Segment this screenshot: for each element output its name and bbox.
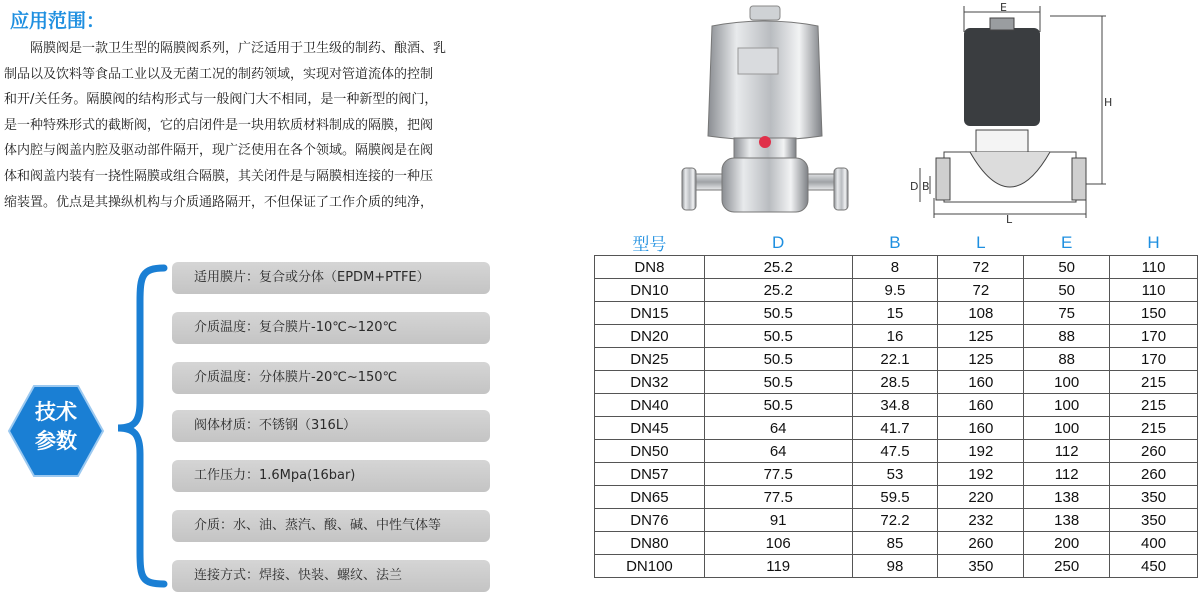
table-row <box>595 371 1198 394</box>
table-row <box>595 463 1198 486</box>
table-row <box>595 509 1198 532</box>
cell-b: 16 <box>852 325 938 348</box>
cell-model: DN8 <box>595 256 705 279</box>
cell-model: DN15 <box>595 302 705 325</box>
cell-b: 98 <box>852 555 938 578</box>
dim-label-d: D <box>910 180 919 193</box>
col-header-model: 型号 <box>595 230 705 256</box>
col-header-b: B <box>852 230 938 256</box>
scope-line: 体内腔与阀盖内腔及驱动部件隔开，现广泛使用在各个领域。隔膜阀是在阀 <box>4 143 434 159</box>
cell-model: DN20 <box>595 325 705 348</box>
param-membrane: 适用膜片：复合或分体（EPDM+PTFE） <box>172 262 490 294</box>
scope-line: 制品以及饮料等食品工业以及无菌工况的制药领域，实现对管道流体的控制 <box>4 66 434 82</box>
cell-model: DN57 <box>595 463 705 486</box>
valve-photo <box>672 2 858 224</box>
cell-e: 75 <box>1024 302 1110 325</box>
cell-h: 400 <box>1110 532 1198 555</box>
cell-d: 50.5 <box>704 348 852 371</box>
spec-table <box>594 230 1198 578</box>
cell-model: DN76 <box>595 509 705 532</box>
cell-d: 25.2 <box>704 279 852 302</box>
cell-b: 53 <box>852 463 938 486</box>
dim-label-h: H <box>1104 96 1113 109</box>
table-row <box>595 325 1198 348</box>
cell-e: 100 <box>1024 371 1110 394</box>
param-temp-composite: 介质温度：复合膜片-10℃~120℃ <box>172 312 490 344</box>
col-header-l: L <box>938 230 1024 256</box>
cell-model: DN100 <box>595 555 705 578</box>
param-body-material: 阀体材质：不锈钢（316L） <box>172 410 490 442</box>
cell-d: 50.5 <box>704 302 852 325</box>
table-row <box>595 440 1198 463</box>
cell-b: 47.5 <box>852 440 938 463</box>
cell-d: 77.5 <box>704 486 852 509</box>
cell-b: 85 <box>852 532 938 555</box>
cell-l: 192 <box>938 463 1024 486</box>
cell-model: DN32 <box>595 371 705 394</box>
cell-l: 232 <box>938 509 1024 532</box>
param-pressure: 工作压力：1.6Mpa(16bar) <box>172 460 490 492</box>
param-medium: 介质：水、油、蒸汽、酸、碱、中性气体等 <box>172 510 490 542</box>
cell-model: DN80 <box>595 532 705 555</box>
cell-b: 59.5 <box>852 486 938 509</box>
scope-line: 体和阀盖内装有一挠性隔膜或组合隔膜，其关闭件是与隔膜相连接的一种压 <box>4 168 434 184</box>
cell-h: 350 <box>1110 509 1198 532</box>
cell-d: 50.5 <box>704 394 852 417</box>
cell-l: 260 <box>938 532 1024 555</box>
brace-bracket <box>112 262 172 590</box>
cell-d: 91 <box>704 509 852 532</box>
cell-e: 250 <box>1024 555 1110 578</box>
cell-h: 260 <box>1110 463 1198 486</box>
scope-line: 缩装置。优点是其操纵机构与介质通路隔开，不但保证了工作介质的纯净， <box>4 194 434 210</box>
cell-l: 72 <box>938 256 1024 279</box>
col-header-e: E <box>1024 230 1110 256</box>
cell-e: 100 <box>1024 417 1110 440</box>
cell-b: 72.2 <box>852 509 938 532</box>
cell-l: 160 <box>938 371 1024 394</box>
cell-e: 112 <box>1024 440 1110 463</box>
col-header-h: H <box>1110 230 1198 256</box>
dim-label-b: B <box>922 180 930 193</box>
cell-h: 170 <box>1110 348 1198 371</box>
cell-e: 88 <box>1024 348 1110 371</box>
col-header-d: D <box>704 230 852 256</box>
cell-l: 160 <box>938 394 1024 417</box>
param-connection: 连接方式：焊接、快装、螺纹、法兰 <box>172 560 490 592</box>
cell-e: 88 <box>1024 325 1110 348</box>
cell-e: 100 <box>1024 394 1110 417</box>
cell-e: 112 <box>1024 463 1110 486</box>
cell-b: 28.5 <box>852 371 938 394</box>
cell-d: 50.5 <box>704 325 852 348</box>
cell-model: DN45 <box>595 417 705 440</box>
cell-h: 260 <box>1110 440 1198 463</box>
cell-e: 200 <box>1024 532 1110 555</box>
cell-model: DN65 <box>595 486 705 509</box>
cell-d: 50.5 <box>704 371 852 394</box>
cell-e: 138 <box>1024 486 1110 509</box>
table-row <box>595 417 1198 440</box>
scope-description <box>4 36 514 215</box>
cell-l: 350 <box>938 555 1024 578</box>
table-row <box>595 394 1198 417</box>
cell-l: 192 <box>938 440 1024 463</box>
cell-d: 64 <box>704 417 852 440</box>
scope-title: 应用范围： <box>10 10 106 32</box>
cell-h: 215 <box>1110 394 1198 417</box>
tech-label-line: 技术 <box>35 400 77 424</box>
cell-d: 25.2 <box>704 256 852 279</box>
table-row <box>595 302 1198 325</box>
cell-l: 108 <box>938 302 1024 325</box>
cell-d: 77.5 <box>704 463 852 486</box>
valve-dimension-drawing <box>900 2 1118 224</box>
cell-h: 150 <box>1110 302 1198 325</box>
cell-d: 64 <box>704 440 852 463</box>
cell-d: 106 <box>704 532 852 555</box>
cell-b: 8 <box>852 256 938 279</box>
table-header-row <box>595 230 1198 256</box>
tech-label-line: 参数 <box>35 429 77 453</box>
cell-h: 215 <box>1110 371 1198 394</box>
table-row <box>595 532 1198 555</box>
cell-h: 110 <box>1110 256 1198 279</box>
cell-h: 350 <box>1110 486 1198 509</box>
cell-model: DN25 <box>595 348 705 371</box>
cell-l: 125 <box>938 348 1024 371</box>
table-row <box>595 555 1198 578</box>
cell-h: 215 <box>1110 417 1198 440</box>
table-row <box>595 348 1198 371</box>
dim-label-l: L <box>1006 213 1013 224</box>
cell-l: 220 <box>938 486 1024 509</box>
dim-label-e: E <box>1000 2 1007 14</box>
cell-l: 160 <box>938 417 1024 440</box>
tech-params-label <box>6 398 106 456</box>
cell-d: 119 <box>704 555 852 578</box>
scope-line: 隔膜阀是一款卫生型的隔膜阀系列，广泛适用于卫生级的制药、酿酒、乳 <box>30 41 447 56</box>
cell-b: 41.7 <box>852 417 938 440</box>
cell-model: DN40 <box>595 394 705 417</box>
cell-model: DN10 <box>595 279 705 302</box>
cell-e: 50 <box>1024 279 1110 302</box>
scope-line: 是一种特殊形式的截断阀，它的启闭件是一块用软质材料制成的隔膜，把阀 <box>4 117 434 133</box>
cell-b: 9.5 <box>852 279 938 302</box>
cell-e: 138 <box>1024 509 1110 532</box>
cell-b: 15 <box>852 302 938 325</box>
param-temp-split: 介质温度：分体膜片-20℃~150℃ <box>172 362 490 394</box>
table-row <box>595 486 1198 509</box>
cell-e: 50 <box>1024 256 1110 279</box>
cell-h: 170 <box>1110 325 1198 348</box>
cell-h: 450 <box>1110 555 1198 578</box>
cell-h: 110 <box>1110 279 1198 302</box>
cell-l: 72 <box>938 279 1024 302</box>
cell-l: 125 <box>938 325 1024 348</box>
cell-model: DN50 <box>595 440 705 463</box>
cell-b: 34.8 <box>852 394 938 417</box>
spec-table-body <box>595 256 1198 578</box>
table-row <box>595 256 1198 279</box>
cell-b: 22.1 <box>852 348 938 371</box>
table-row <box>595 279 1198 302</box>
scope-line: 和开/关任务。隔膜阀的结构形式与一般阀门大不相同，是一种新型的阀门， <box>4 92 438 108</box>
